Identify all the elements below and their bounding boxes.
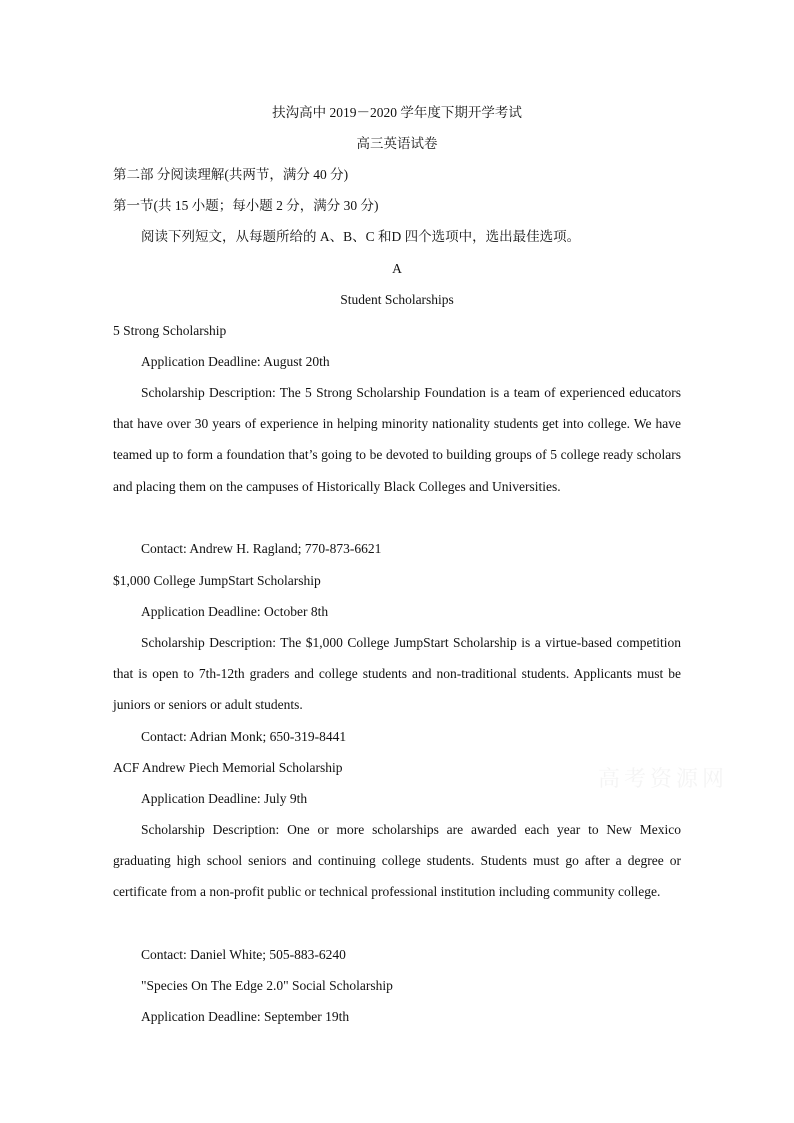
instruction-text: 阅读下列短文，从每题所给的 A、B、C 和D 四个选项中，选出最佳选项。 [141,229,581,244]
application-deadline: Application Deadline: October 8th [141,604,329,619]
application-deadline: Application Deadline: July 9th [141,791,308,806]
exam-subtitle: 高三英语试卷 [356,136,438,151]
scholarship-description [113,814,681,908]
scholarship-description [113,627,681,721]
scholarship-description [113,377,681,502]
scholarship-name: 5 Strong Scholarship [113,323,227,338]
scholarship-name: ACF Andrew Piech Memorial Scholarship [113,760,343,775]
scholarship-name: $1,000 College JumpStart Scholarship [113,573,321,588]
contact-info: Contact: Adrian Monk; 650-319-8441 [141,729,347,744]
application-deadline: Application Deadline: September 19th [141,1009,350,1024]
subsection-heading: 第一节(共 15 小题；每小题 2 分，满分 30 分) [113,198,379,213]
passage-letter: A [392,261,402,276]
exam-title: 扶沟高中 2019－2020 学年度下期开学考试 [272,105,522,120]
description-text: Scholarship Description: One or more scholarships are awarded each year to New Mexico graduating high school seniors and continuing college students. Students must go after a degree or certificate from a non-profit public or technical professional institution including community college. [113,822,681,900]
contact-info: Contact: Daniel White; 505-883-6240 [141,947,346,962]
section-heading: 第二部 分阅读理解(共两节，满分 40 分) [113,167,349,182]
contact-info: Contact: Andrew H. Ragland; 770-873-6621 [141,541,382,556]
description-text: Scholarship Description: The $1,000 College JumpStart Scholarship is a virtue-based competition that is open to 7th-12th graders and college students and non-traditional students. Applicants must be juniors or seniors or adult students. [113,635,681,713]
application-deadline: Application Deadline: August 20th [141,354,330,369]
description-text: Scholarship Description: The 5 Strong Scholarship Foundation is a team of experienced educators that have over 30 years of experience in helping minority nationality students get into college. We have teamed up to form a foundation that’s going to be devoted to building groups of 5 college ready scholars and placing them on the campuses of Historically Black Colleges and Universities. [113,385,681,494]
scholarship-name: "Species On The Edge 2.0" Social Scholarship [141,978,393,993]
passage-title: Student Scholarships [340,292,454,307]
watermark-logo: 高考资源网 [598,767,729,792]
